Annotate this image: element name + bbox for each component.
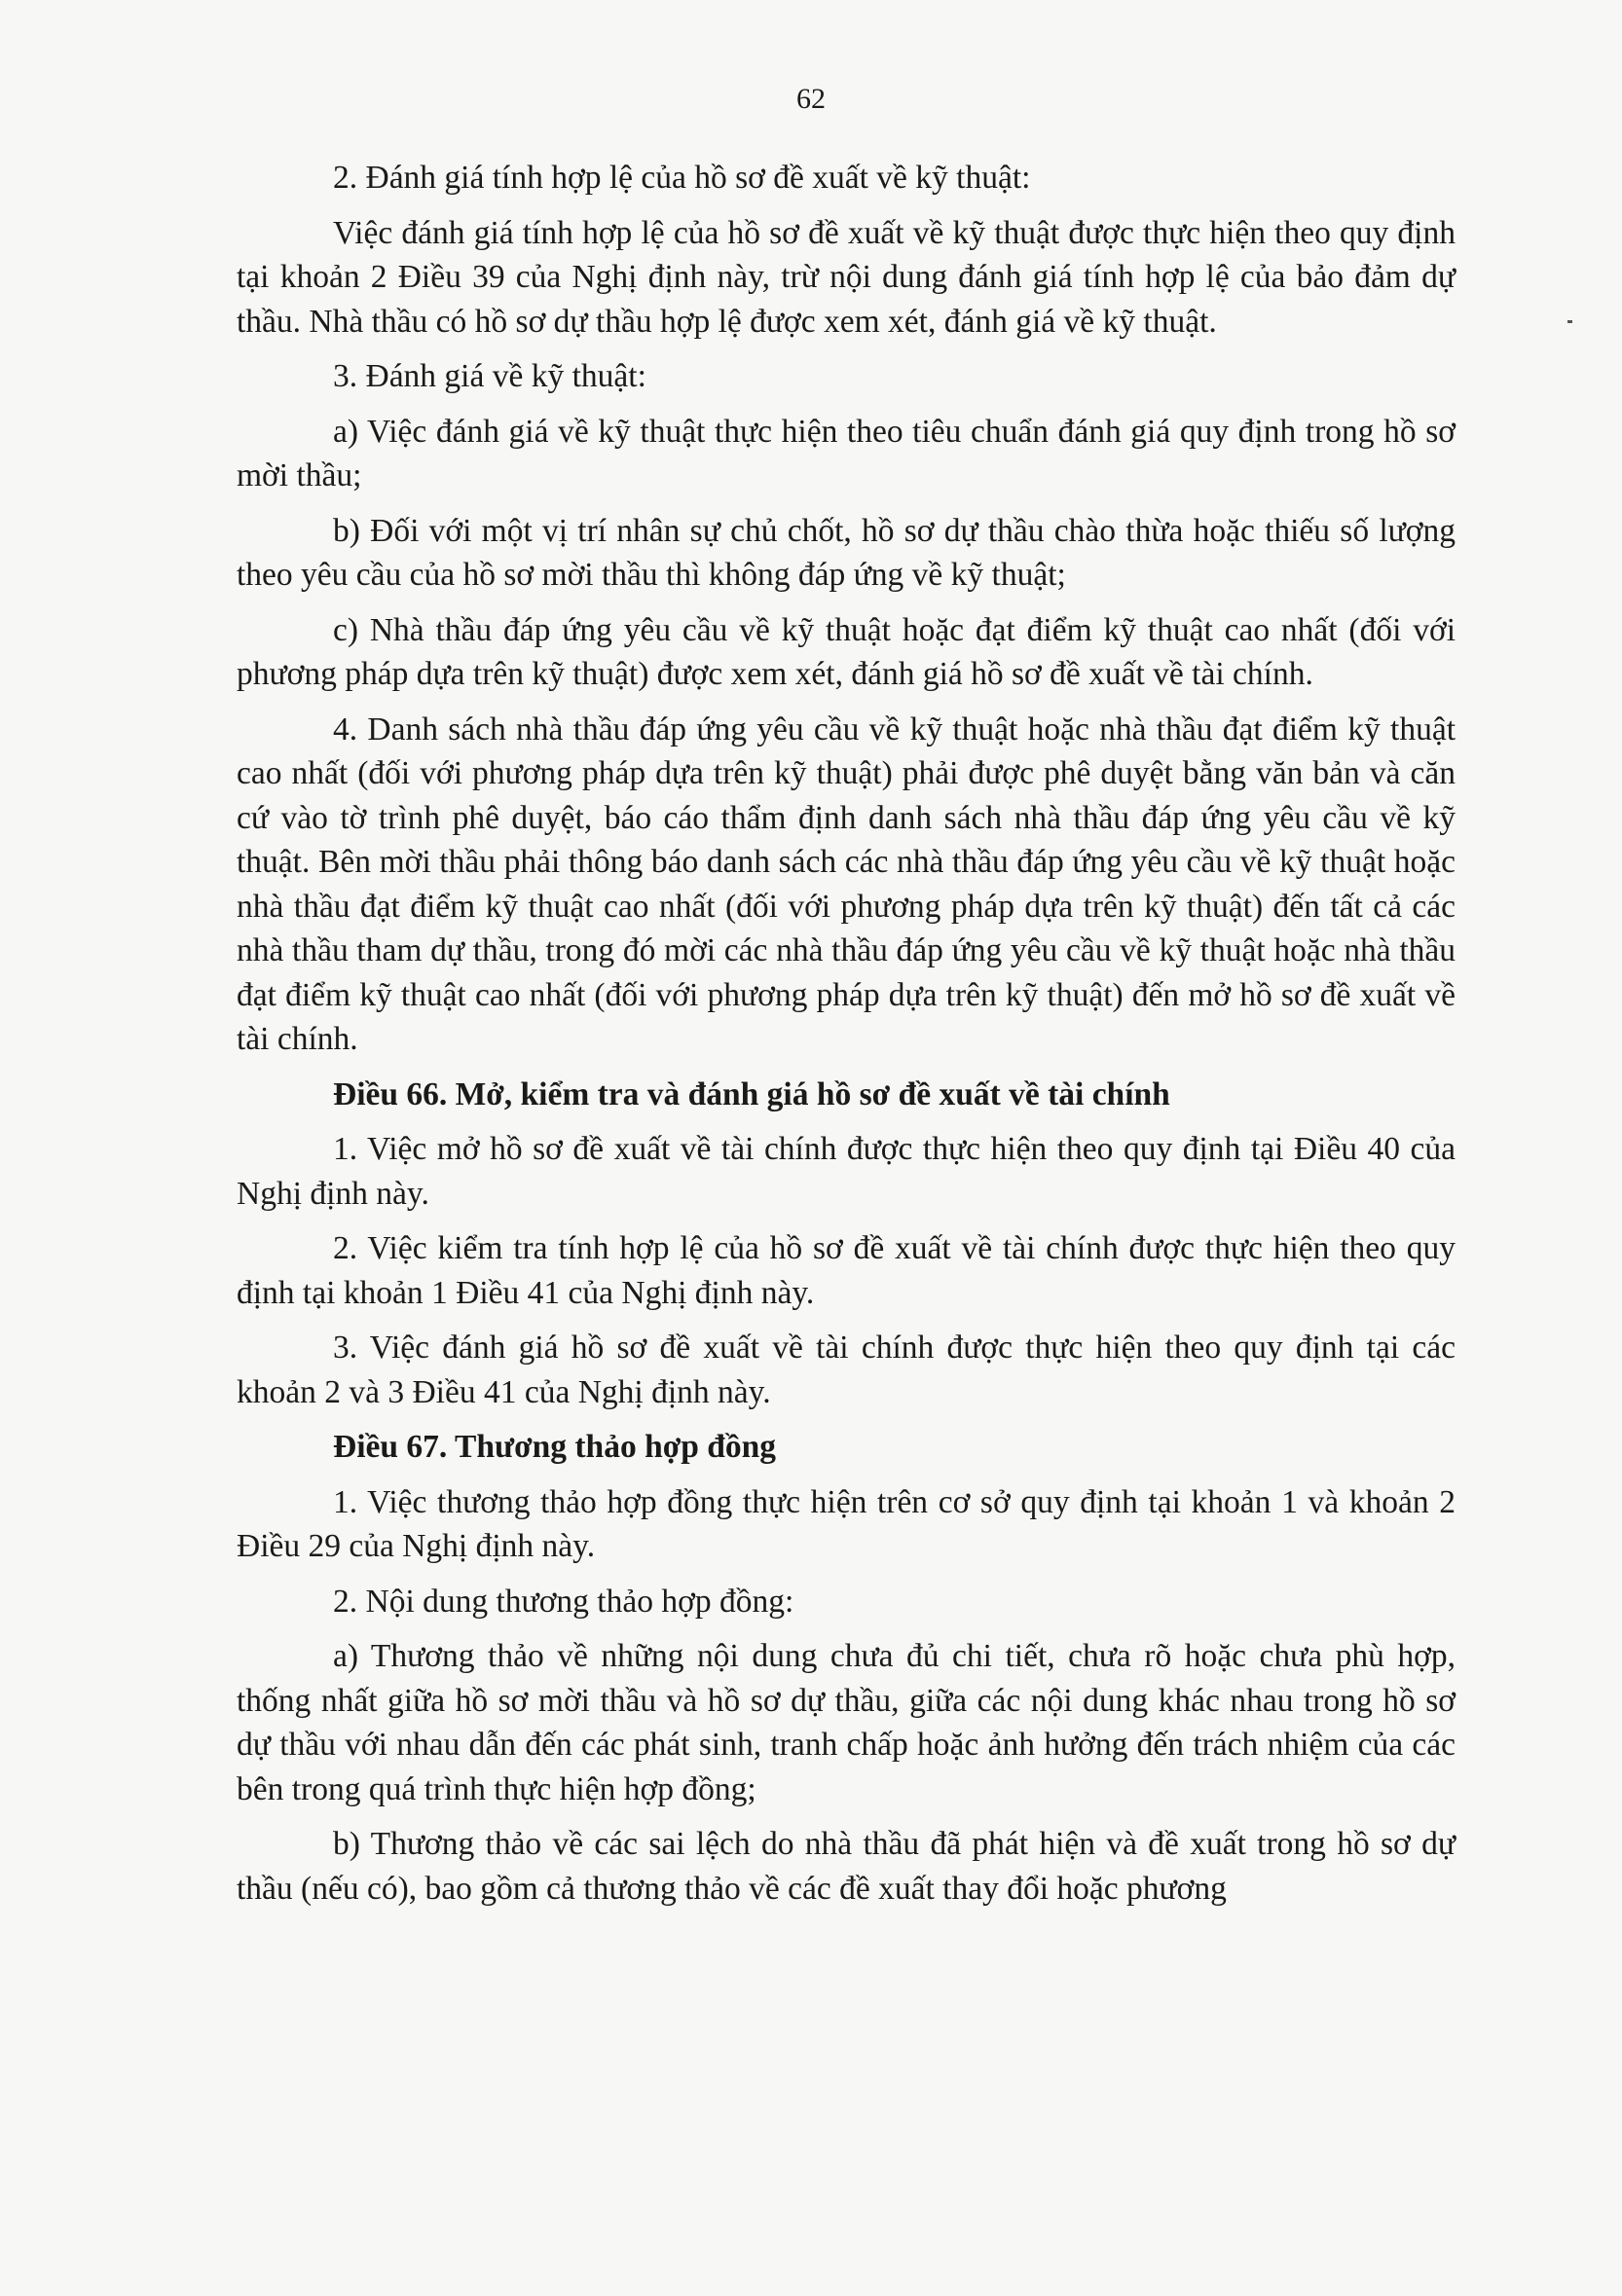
item-3a: a) Việc đánh giá về kỹ thuật thực hiện theo tiêu chuẩn đánh giá quy định trong hồ sơ mời thầu; bbox=[237, 413, 1456, 493]
article-66-item-1: 1. Việc mở hồ sơ đề xuất về tài chính được thực hiện theo quy định tại Điều 40 của Nghị định này. bbox=[237, 1131, 1456, 1212]
item-3c: c) Nhà thầu đáp ứng yêu cầu về kỹ thuật hoặc đạt điểm kỹ thuật cao nhất (đối với phương pháp dựa trên kỹ thuật) được xem xét, đánh giá hồ sơ đề xuất về tài chính. bbox=[237, 611, 1456, 692]
article-66-item-3: 3. Việc đánh giá hồ sơ đề xuất về tài chính được thực hiện theo quy định tại các khoản 2 và 3 Điều 41 của Nghị định này. bbox=[237, 1330, 1456, 1410]
legality-evaluation-text: Việc đánh giá tính hợp lệ của hồ sơ đề xuất về kỹ thuật được thực hiện theo quy định tại khoản 2 Điều 39 của Nghị định này, trừ nội dung đánh giá tính hợp lệ của bảo đảm dự thầu. Nhà thầu có hồ sơ dự thầu hợp lệ được xem xét, đánh giá về kỹ thuật. bbox=[237, 214, 1456, 340]
item-4-shortlist-approval: 4. Danh sách nhà thầu đáp ứng yêu cầu về kỹ thuật hoặc nhà thầu đạt điểm kỹ thuật cao nhất (đối với phương pháp dựa trên kỹ thuật) phải được phê duyệt bằng văn bản và căn cứ vào tờ trình phê duyệt, báo cáo thẩm định danh sách nhà thầu đáp ứng yêu cầu về kỹ thuật. Bên mời thầu phải thông báo danh sách các nhà thầu đáp ứng yêu cầu về kỹ thuật hoặc nhà thầu đạt điểm kỹ thuật cao nhất (đối với phương pháp dựa trên kỹ thuật) đến tất cả các nhà thầu tham dự thầu, trong đó mời các nhà thầu đáp ứng yêu cầu về kỹ thuật hoặc nhà thầu đạt điểm kỹ thuật cao nhất (đối với phương pháp dựa trên kỹ thuật) đến mở hồ sơ đề xuất về tài chính. bbox=[237, 711, 1456, 1057]
article-67-item-2: 2. Nội dung thương thảo hợp đồng: bbox=[333, 1583, 794, 1620]
item-3b: b) Đối với một vị trí nhân sự chủ chốt, hồ sơ dự thầu chào thừa hoặc thiếu số lượng theo yêu cầu của hồ sơ mời thầu thì không đáp ứng về kỹ thuật; bbox=[237, 512, 1456, 593]
item-2-legality-technical: 2. Đánh giá tính hợp lệ của hồ sơ đề xuất về kỹ thuật: bbox=[333, 160, 1031, 196]
article-67-item-2b: b) Thương thảo về các sai lệch do nhà thầu đã phát hiện và đề xuất trong hồ sơ dự thầu (nếu có), bao gồm cả thương thảo về các đề xuất thay đổi hoặc phương bbox=[237, 1826, 1456, 1907]
item-3-technical-evaluation: 3. Đánh giá về kỹ thuật: bbox=[333, 358, 646, 394]
scan-speck bbox=[1567, 320, 1572, 323]
article-66-item-2: 2. Việc kiểm tra tính hợp lệ của hồ sơ đề xuất về tài chính được thực hiện theo quy định tại khoản 1 Điều 41 của Nghị định này. bbox=[237, 1230, 1456, 1311]
article-67-item-1: 1. Việc thương thảo hợp đồng thực hiện trên cơ sở quy định tại khoản 1 và khoản 2 Điều 29 của Nghị định này. bbox=[237, 1483, 1456, 1564]
document-body bbox=[237, 156, 1456, 1921]
page-number: 62 bbox=[796, 83, 826, 115]
article-67-heading: Điều 67. Thương thảo hợp đồng bbox=[333, 1429, 777, 1465]
article-67-item-2a: a) Thương thảo về những nội dung chưa đủ chi tiết, chưa rõ hoặc chưa phù hợp, thống nhất giữa hồ sơ mời thầu và hồ sơ dự thầu, giữa các nội dung khác nhau trong hồ sơ dự thầu với nhau dẫn đến các phát sinh, tranh chấp hoặc ảnh hưởng đến trách nhiệm của các bên trong quá trình thực hiện hợp đồng; bbox=[237, 1638, 1456, 1807]
article-66-heading: Điều 66. Mở, kiểm tra và đánh giá hồ sơ đề xuất về tài chính bbox=[333, 1075, 1170, 1112]
